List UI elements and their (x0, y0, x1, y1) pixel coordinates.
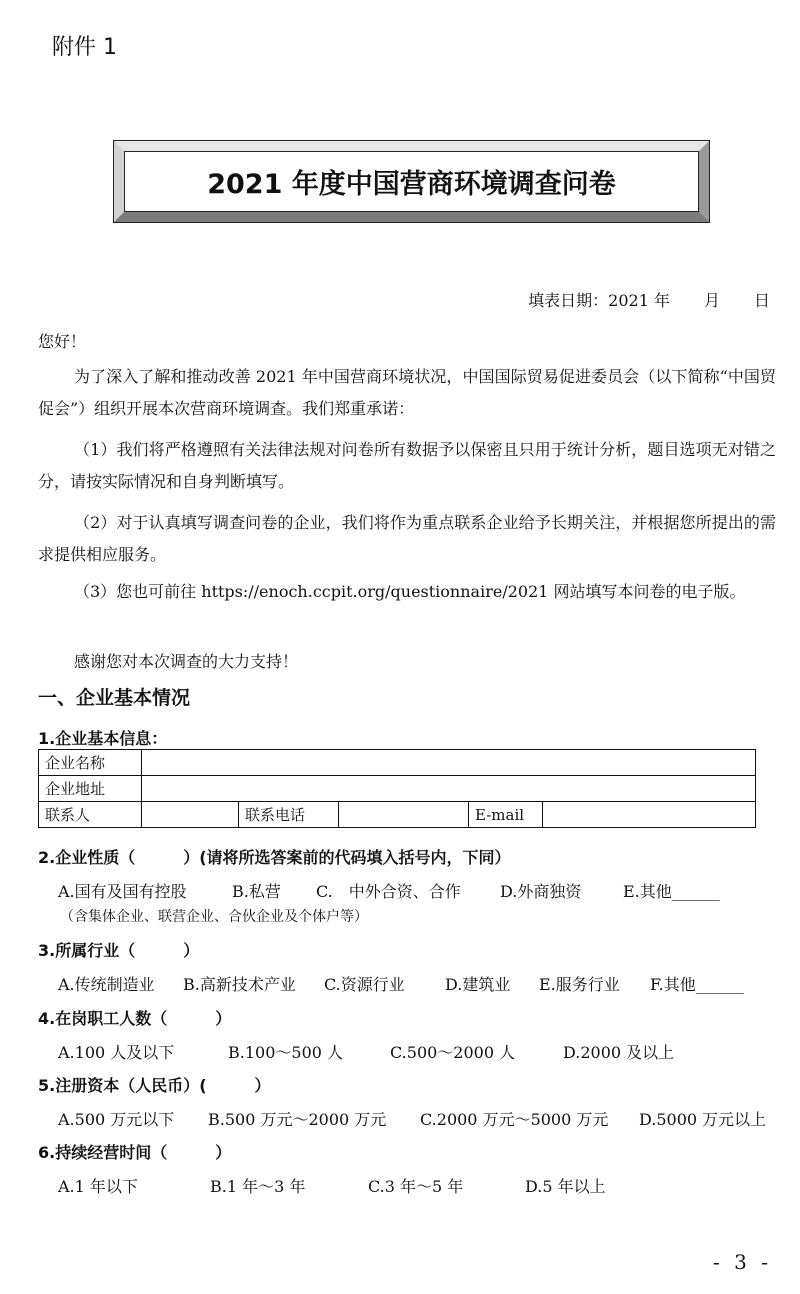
page-number: - 3 - (713, 1250, 772, 1274)
title-frame (114, 141, 709, 222)
intro-paragraph-4: （3）您也可前往 https://enoch.ccpit.org/questionnaire/2021 网站填写本问卷的电子版。 (74, 582, 746, 601)
company-name-field[interactable] (142, 750, 756, 776)
question-6-label: 6.持续经营时间（ ） (38, 1143, 232, 1162)
q2-option-d[interactable]: D.外商独资 (500, 882, 582, 901)
fill-date-day: 日 (753, 291, 770, 310)
question-2-note: （含集体企业、联营企业、合伙企业及个体户等） (60, 909, 368, 925)
fill-date (528, 288, 770, 311)
company-address-label: 企业地址 (39, 776, 142, 802)
contact-person-field[interactable] (142, 802, 239, 828)
question-3-label: 3.所属行业（ ） (38, 941, 200, 960)
q3-option-c[interactable]: C.资源行业 (324, 975, 405, 994)
email-label: E-mail (469, 802, 543, 828)
q3-option-b[interactable]: B.高新技术产业 (183, 975, 296, 994)
phone-field[interactable] (339, 802, 469, 828)
question-4-label: 4.在岗职工人数（ ） (38, 1009, 232, 1028)
q6-option-d[interactable]: D.5 年以上 (525, 1177, 606, 1196)
question-4-options (58, 1040, 778, 1062)
attachment-label: 附件 1 (52, 35, 117, 60)
q3-option-f[interactable]: F.其他______ (650, 975, 744, 994)
q2-option-e[interactable]: E.其他______ (623, 882, 720, 901)
basic-info-table (38, 749, 756, 828)
q5-option-d[interactable]: D.5000 万元以上 (639, 1110, 767, 1129)
greeting: 您好！ (38, 332, 87, 351)
intro-paragraph-5: 感谢您对本次调查的大力支持！ (74, 652, 299, 671)
q4-option-c[interactable]: C.500～2000 人 (390, 1043, 516, 1062)
q4-option-a[interactable]: A.100 人及以下 (58, 1043, 175, 1062)
q3-option-a[interactable]: A.传统制造业 (58, 975, 155, 994)
q6-option-b[interactable]: B.1 年～3 年 (210, 1177, 306, 1196)
fill-date-month: 月 (703, 291, 720, 310)
q6-option-c[interactable]: C.3 年～5 年 (368, 1177, 464, 1196)
q2-option-b[interactable]: B.私营 (232, 882, 281, 901)
question-5-label: 5.注册资本（人民币）( ） (38, 1076, 271, 1095)
phone-label: 联系电话 (239, 802, 339, 828)
q5-option-c[interactable]: C.2000 万元～5000 万元 (420, 1110, 609, 1129)
q5-option-a[interactable]: A.500 万元以下 (58, 1110, 175, 1129)
email-field[interactable] (543, 802, 756, 828)
document-title: 2021 年度中国营商环境调查问卷 (124, 151, 699, 212)
question-5-options (58, 1107, 778, 1129)
q4-option-b[interactable]: B.100～500 人 (228, 1043, 344, 1062)
fill-date-label: 填表日期：2021 年 (528, 291, 670, 310)
question-6-options (58, 1174, 778, 1196)
q6-option-a[interactable]: A.1 年以下 (58, 1177, 138, 1196)
intro-paragraph-1: 为了深入了解和推动改善 2021 年中国营商环境状况，中国国际贸易促进委员会（以下简称“中国贸促会”）组织开展本次营商环境调查。我们郑重承诺： (38, 367, 776, 418)
q4-option-d[interactable]: D.2000 及以上 (563, 1043, 675, 1062)
company-name-label: 企业名称 (39, 750, 142, 776)
company-address-field[interactable] (142, 776, 756, 802)
intro-paragraph-3: （2）对于认真填写调查问卷的企业，我们将作为重点联系企业给予长期关注，并根据您所提出的需求提供相应服务。 (38, 513, 776, 564)
intro-paragraph-2: （1）我们将严格遵照有关法律法规对问卷所有数据予以保密且只用于统计分析，题目选项无对错之分，请按实际情况和自身判断填写。 (38, 440, 776, 491)
question-3-options (58, 972, 778, 994)
q3-option-d[interactable]: D.建筑业 (445, 975, 511, 994)
q3-option-e[interactable]: E.服务行业 (539, 975, 620, 994)
section-1-title: 一、企业基本情况 (38, 687, 191, 709)
contact-person-label: 联系人 (39, 802, 142, 828)
question-2-label: 2.企业性质（ ）(请将所选答案前的代码填入括号内，下同） (38, 848, 511, 867)
q2-option-c[interactable]: C. 中外合资、合作 (316, 882, 461, 901)
question-2-options (58, 879, 778, 901)
q5-option-b[interactable]: B.500 万元～2000 万元 (208, 1110, 387, 1129)
question-1-label: 1.企业基本信息： (38, 729, 168, 748)
q2-option-a[interactable]: A.国有及国有控股 (58, 882, 187, 901)
